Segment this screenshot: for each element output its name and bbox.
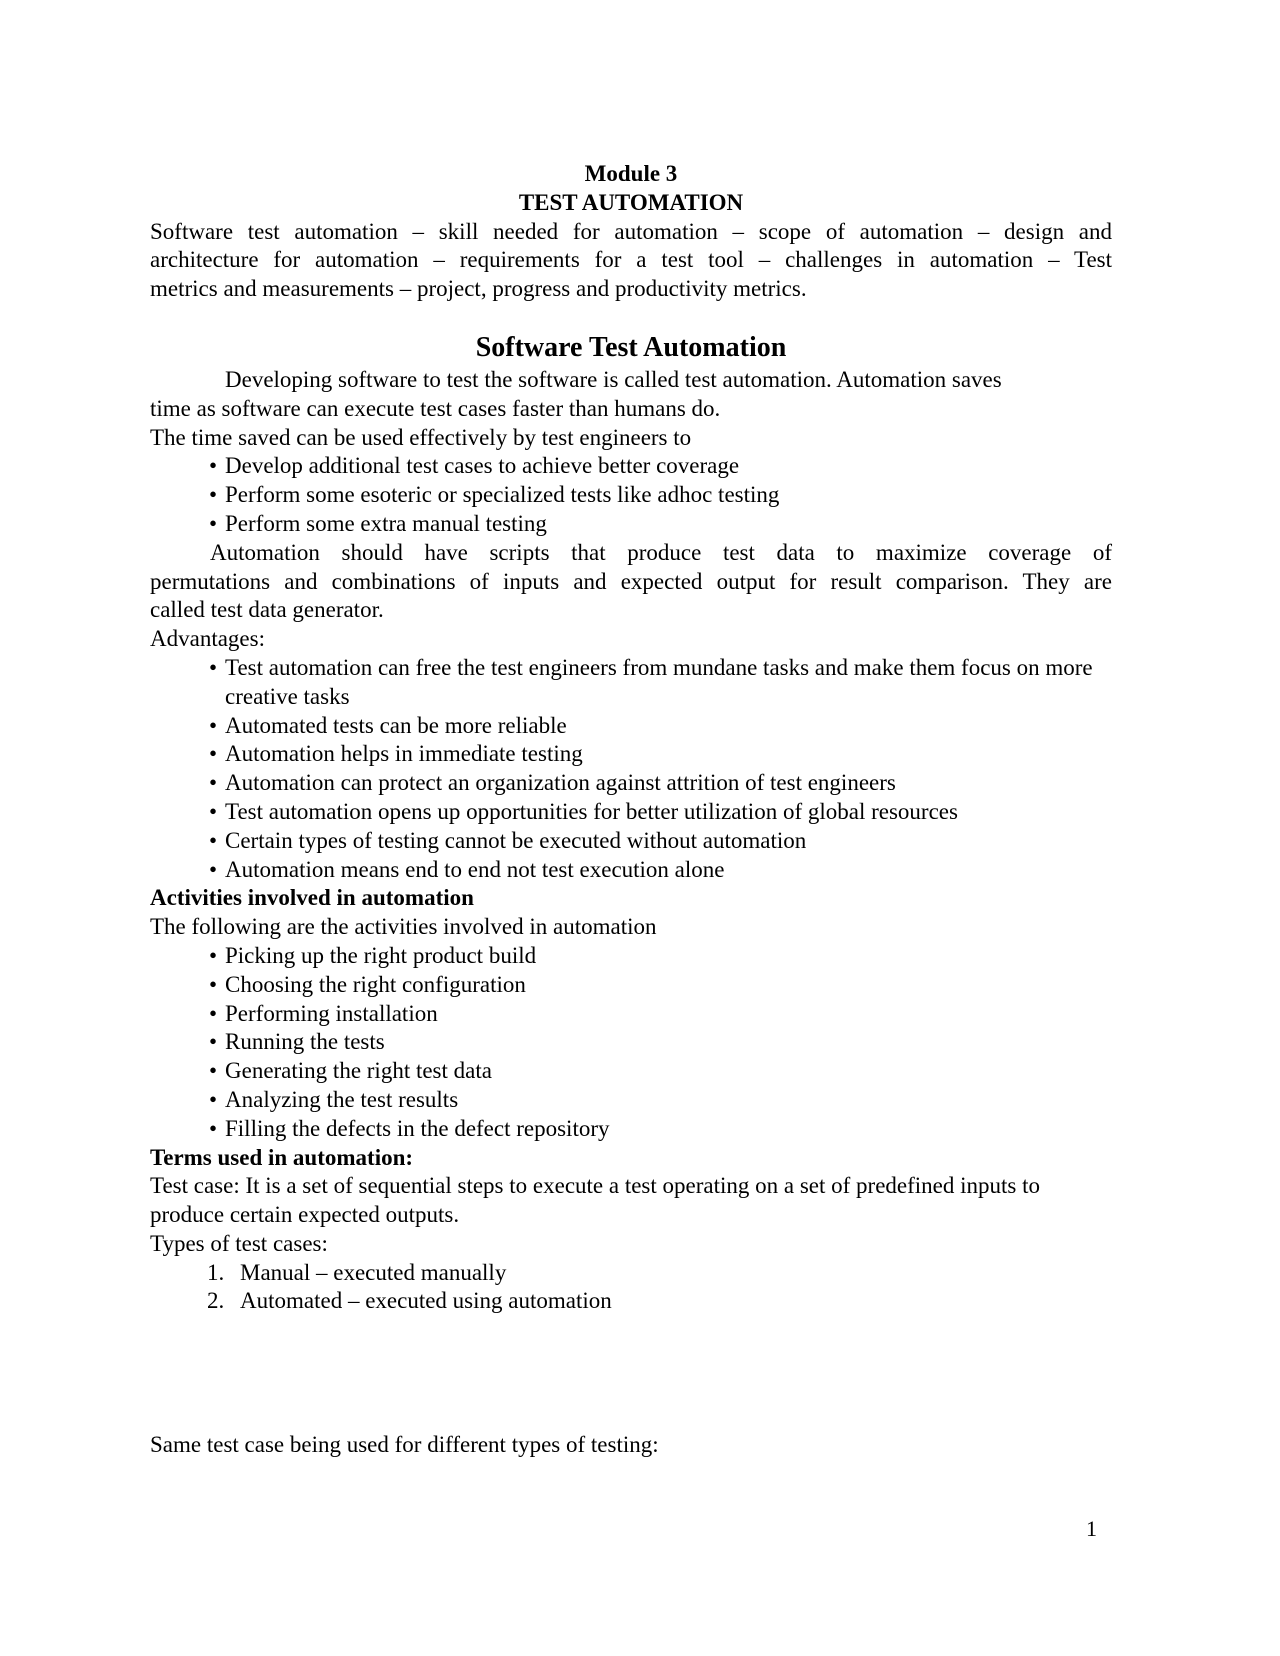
test-case-line-2: produce certain expected outputs. [150,1202,460,1228]
advantages-list [150,654,1112,884]
bullet-icon: • [209,453,218,479]
bullet-icon: • [209,741,218,767]
list-item: • Choosing the right configuration [150,971,1112,1000]
bullet-icon: • [209,1086,218,1112]
list-item: • Generating the right test data [150,1057,1112,1086]
activities-list [150,942,1112,1144]
list-item: • Perform some extra manual testing [150,510,1112,539]
intro-line-2: time as software can execute test cases faster than humans do. [150,395,721,421]
list-item: • Running the tests [150,1028,1112,1057]
same-test-case-text: Same test case being used for different types of testing: [150,1432,659,1458]
bullet-icon: • [209,1115,218,1141]
test-case-line-1: Test case: It is a set of sequential steps to execute a test operating on a set of predefined inputs to [150,1173,1041,1199]
bullet-icon: • [209,482,218,508]
activities-heading: Activities involved in automation [150,885,474,911]
bullet-icon: • [209,712,218,738]
list-item: • Automation can protect an organization against attrition of test engineers [150,769,1112,798]
module-label: Module 3 [584,161,678,186]
list-item: • Automation means end to end not test execution alone [150,856,1112,885]
module-title: TEST AUTOMATION [518,189,744,215]
scripts-line-3: called test data generator. [150,597,384,623]
scripts-line-1: Automation should have scripts that produce test data to maximize coverage of [210,539,1112,565]
scripts-line-2: permutations and combinations of inputs and expected output for result comparison. They are [150,568,1112,594]
list-item: • Automated tests can be more reliable [150,712,1112,741]
section-heading: Software Test Automation [475,331,787,363]
list-item: 2. Automated – executed using automation [207,1288,612,1314]
terms-heading: Terms used in automation: [150,1144,414,1170]
bullet-icon: • [209,827,218,853]
activities-intro: The following are the activities involved in automation [150,914,657,940]
list-item: • Performing installation [150,1000,1112,1029]
list-item: • Test automation opens up opportunities for better utilization of global resources [150,798,1112,827]
bullet-icon: • [209,1029,218,1055]
list-item: • Test automation can free the test engineers from mundane tasks and make them focus on more creative tasks [209,654,1093,709]
list-item: • Develop additional test cases to achieve better coverage [150,452,1112,481]
list-item: • Perform some esoteric or specialized tests like adhoc testing [150,481,1112,510]
syllabus-line-3: metrics and measurements – project, progress and productivity metrics. [150,276,807,302]
page-number: 1 [1086,1516,1097,1541]
bullet-icon: • [209,971,218,997]
bullet-icon: • [209,770,218,796]
syllabus-line-1: Software test automation – skill needed for automation – scope of automation – design and [150,218,1112,244]
list-item: • Filling the defects in the defect repository [150,1115,1112,1144]
page-content [150,160,1112,1460]
advantages-label: Advantages: [150,626,265,652]
bullet-icon: • [209,1000,218,1026]
list-item: • Analyzing the test results [150,1086,1112,1115]
time-saved-text: The time saved can be used effectively by test engineers to [150,424,692,450]
blank-space [150,1316,1112,1431]
bullet-icon: • [209,654,218,680]
list-item: • Automation helps in immediate testing [150,740,1112,769]
bullet-icon: • [209,1058,218,1084]
bullet-icon: • [209,856,218,882]
bullet-icon: • [209,798,218,824]
time-saved-list [150,452,1112,538]
list-item: • Picking up the right product build [150,942,1112,971]
types-list [150,1259,1112,1317]
list-item: 1. Manual – executed manually [207,1259,507,1285]
intro-line-1: Developing software to test the software is called test automation. Automation saves [225,366,1002,392]
list-item: • Certain types of testing cannot be executed without automation [150,827,1112,856]
types-label: Types of test cases: [150,1230,328,1256]
syllabus-line-2: architecture for automation – requirements for a test tool – challenges in automation – Test [150,247,1112,273]
bullet-icon: • [209,510,218,536]
bullet-icon: • [209,942,218,968]
